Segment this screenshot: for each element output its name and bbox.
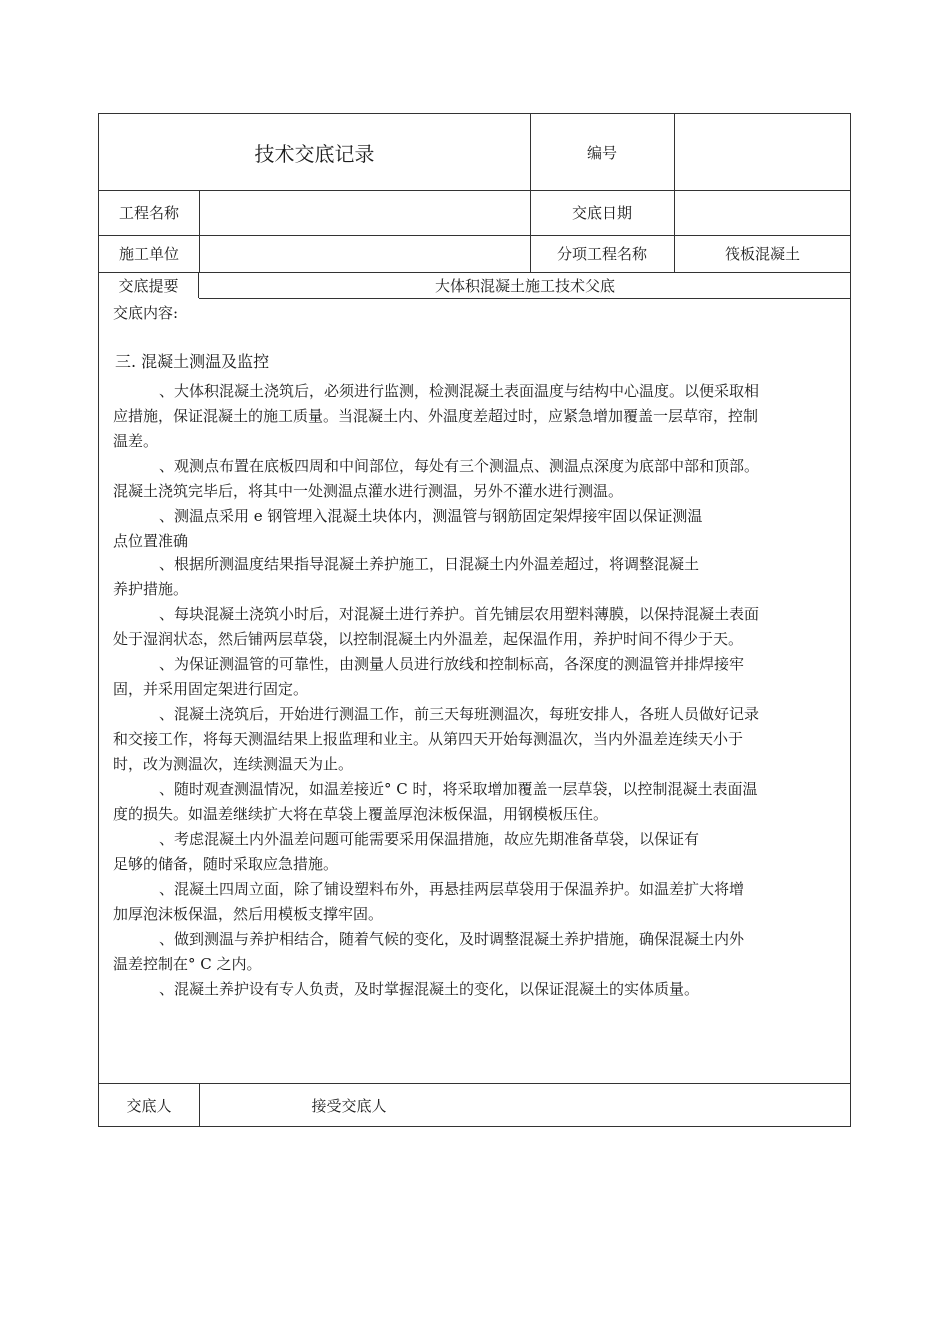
paragraph bbox=[113, 504, 702, 554]
paragraph bbox=[113, 827, 699, 877]
receiver-label: 接受交底人 bbox=[311, 1096, 387, 1115]
paragraph bbox=[113, 702, 759, 777]
paragraph-line: 、测温点采用 e 钢管埋入混凝土块体内，测温管与钢筋固定架焊接牢固以保证测温 bbox=[159, 507, 703, 525]
paragraph bbox=[113, 777, 758, 827]
paragraph bbox=[113, 652, 744, 702]
paragraph-line: 、混凝土四周立面，除了铺设塑料布外，再悬挂两层草袋用于保温养护。如温差扩大将增 bbox=[159, 880, 745, 898]
construction-unit-field[interactable] bbox=[199, 235, 530, 272]
number-label: 编号 bbox=[586, 143, 617, 162]
paragraph bbox=[113, 877, 744, 927]
paragraph bbox=[113, 927, 744, 977]
paragraph-line: 时，改为测温次，连续测温天为止。 bbox=[113, 755, 354, 773]
paragraph-line: 、混凝土养护设有专人负责，及时掌握混凝土的变化，以保证混凝土的实体质量。 bbox=[159, 980, 700, 998]
paragraph-line: 应措施，保证混凝土的施工质量。当混凝土内、外温度差超过时，应紧急增加覆盖一层草帘，控制 bbox=[113, 407, 759, 425]
paragraph-line: 、混凝土浇筑后，开始进行测温工作，前三天每班测温次，每班安排人，各班人员做好记录 bbox=[159, 705, 760, 723]
paragraph-line: 和交接工作，将每天测温结果上报监理和业主。从第四天开始每测温次，当内外温差连续天小于 bbox=[113, 730, 744, 748]
paragraph bbox=[113, 977, 699, 1002]
paragraph-line: 、考虑混凝土内外温差问题可能需要采用保温措施，故应先期准备草袋，以保证有 bbox=[159, 830, 700, 848]
paragraph-line: 、观测点布置在底板四周和中间部位，每处有三个测温点、测温点深度为底部中部和顶部。 bbox=[159, 457, 760, 475]
paragraph-line: 足够的储备，随时采取应急措施。 bbox=[113, 855, 339, 873]
number-field[interactable] bbox=[674, 114, 851, 190]
paragraph-line: 点位置准确 bbox=[113, 532, 189, 550]
section-heading: 三. 混凝土测温及监控 bbox=[115, 352, 270, 371]
paragraph bbox=[113, 602, 759, 652]
construction-unit-label: 施工单位 bbox=[118, 245, 179, 263]
paragraph-line: 温差控制在° C 之内。 bbox=[113, 955, 262, 973]
paragraph-line: 、大体积混凝土浇筑后，必须进行监测，检测混凝土表面温度与结构中心温度。以便采取相 bbox=[159, 382, 760, 400]
disclosure-date-field[interactable] bbox=[674, 190, 851, 235]
paragraph bbox=[113, 552, 699, 602]
sub-project-value: 筏板混凝土 bbox=[724, 245, 800, 263]
project-name-field[interactable] bbox=[199, 190, 530, 235]
paragraph-line: 处于湿润状态，然后铺两层草袋，以控制混凝土内外温差，起保温作用，养护时间不得少于天。 bbox=[113, 630, 744, 648]
paragraph-line: 、根据所测温度结果指导混凝土养护施工，日混凝土内外温差超过，将调整混凝土 bbox=[159, 555, 700, 573]
paragraph bbox=[113, 454, 759, 504]
paragraph-line: 度的损失。如温差继续扩大将在草袋上覆盖厚泡沫板保温，用钢模板压住。 bbox=[113, 805, 609, 823]
paragraph-line: 、做到测温与养护相结合，随着气候的变化，及时调整混凝土养护措施，确保混凝土内外 bbox=[159, 930, 745, 948]
paragraph-line: 、每块混凝土浇筑小时后，对混凝土进行养护。首先铺层农用塑料薄膜，以保持混凝土表面 bbox=[159, 605, 760, 623]
paragraph-line: 加厚泡沫板保温，然后用模板支撑牢固。 bbox=[113, 905, 384, 923]
paragraph-line: 混凝土浇筑完毕后，将其中一处测温点灌水进行测温，另外不灌水进行测温。 bbox=[113, 482, 624, 500]
presenter-label: 交底人 bbox=[126, 1096, 172, 1115]
row-divider bbox=[199, 298, 850, 299]
paragraph-line: 温差。 bbox=[113, 432, 159, 450]
paragraph-line: 、随时观查测温情况，如温差接近° C 时，将采取增加覆盖一层草袋，以控制混凝土表面温 bbox=[159, 780, 758, 798]
disclosure-date-label: 交底日期 bbox=[571, 204, 632, 222]
paragraph-line: 养护措施。 bbox=[113, 580, 189, 598]
summary-value: 大体积混凝土施工技术父底 bbox=[434, 276, 615, 295]
paragraph bbox=[113, 379, 759, 454]
summary-label: 交底提要 bbox=[118, 276, 179, 295]
paragraph-line: 、为保证测温管的可靠性，由测量人员进行放线和控制标高，各深度的测温管并排焊接牢 bbox=[159, 655, 745, 673]
form-title: 技术交底记录 bbox=[254, 141, 375, 166]
paragraph-line: 固，并采用固定架进行固定。 bbox=[113, 680, 309, 698]
project-name-label: 工程名称 bbox=[118, 204, 179, 222]
content-label: 交底内容: bbox=[113, 304, 179, 322]
sub-project-label: 分项工程名称 bbox=[556, 245, 647, 263]
technical-disclosure-form bbox=[98, 113, 851, 1127]
